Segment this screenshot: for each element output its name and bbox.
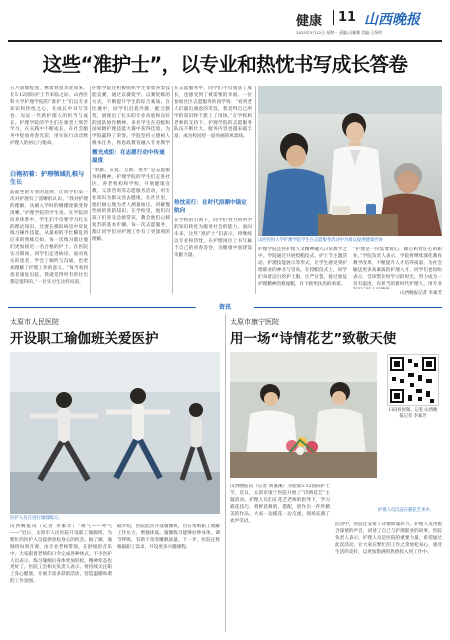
right-story-photo [230, 352, 377, 478]
main-photo-caption: 山西医科大学护理学院学生在志愿服务活动中为群众提供健康咨询 [258, 238, 383, 243]
qr-code-icon [388, 355, 438, 405]
left-story-body: 山西晚报讯（记者 李素芳）“吸气——呼气——”近日，太原市人民医院开设职工瑜伽班，为繁忙的医护人员提供放松身心的机会。据了解，瑜伽班每周开课，由专业老师带领，在舒缓的音乐中，大家跟着老师的口令完成各种体式。不少医护人员表示，练习瑜伽后身体更加轻松，精神状态也更好了。医院工会相关负责人表示，将持续关注职工身心健康，开展丰富多彩的活动，营造温暖和谐的工作氛围。 [10, 524, 112, 585]
masthead [296, 10, 442, 38]
right-story-hospital: 太原市康宁医院 [230, 318, 279, 326]
story-divider [225, 314, 226, 632]
left-story-photo-caption: 医护人员在进行瑜伽练习。 [10, 516, 63, 521]
paper-name: 山西晚报 [364, 12, 420, 28]
main-headline: 这些“准护士”，以专业和热忱书写成长答卷 [42, 53, 408, 76]
main-col-2 [92, 86, 170, 294]
qr-caption: 扫码看视频。记者 山西晚报记者 李素芳 [388, 408, 438, 419]
col3-body-2: 在学校的引领下，同学们努力将所学的知识转化为服务社会的能力。面向未来，这些“准护士”们表示，将继续以专业和热忱，在护理岗位上书写属于自己的青春答卷，为健康中国建设贡献力量。 [174, 218, 252, 258]
subhead-2: 微光成炬：在志愿行动中传递温度 [92, 150, 165, 164]
right-story-headline: 用一场“诗情花艺”致敬天使 [230, 331, 397, 347]
section-divider-left [8, 307, 196, 308]
main-col-4: 护理学院还将护理人文精神融入日常教学之中。学院通过开展授帽仪式、护士节主题活动、护理技能展示等形式，让学生感受到护理职业的神圣与崇高。在授帽仪式上，同学们身着洁白的护士服，庄严宣誓，接过象征护理精神的燕尾帽，许下救死扶伤的承诺。 [258, 247, 347, 287]
main-photo-illustration [258, 86, 442, 236]
masthead-rule [8, 40, 442, 42]
column-divider [172, 86, 173, 294]
page-number: 11 [333, 10, 356, 25]
left-story-body-2: 据介绍，医院此次开设瑜伽班，旨在帮助职工缓解工作压力，增强体质。瑜伽练习能够拉伸身体、调节呼吸，有助于改善睡眠质量。下一步，医院还将根据职工需求，开设更多兴趣课程。 [117, 524, 220, 550]
col2-body-2: “奉献、友爱、互助、进步”是志愿服务的精神。护理学院的学生们走进社区、养老机构和学校，开展健康宣教、义诊咨询等志愿服务活动，用专业知识为群众送去健康。在社区里，他们耐心地为老人测量血压、讲解慢性病的预防知识；在学校里，他们向孩子们普及急救常识，教会他们心肺复苏的基本步骤。每一次志愿服务，都让同学们对护理工作有了更深刻的理解。 [92, 168, 170, 243]
flower-arranging-photo-illustration [230, 352, 377, 478]
section-divider-label: 资讯 [218, 304, 231, 311]
column-divider [255, 86, 256, 294]
subhead-3: 热忱而行：在时代浪潮中锚定航向 [174, 200, 247, 214]
col3-body: 在志愿服务中，同学们不仅收获了成长，也感受到了被需要的幸福。一位参加社区志愿服务的同学说：“看到老人们露出满意的笑容，我觉得自己所学的知识终于派上了用场。”在学校和老师的支持下，护理学院的志愿服务队伍不断壮大，服务内容也越来越丰富，成为校园里一道亮丽的风景线。 [174, 86, 252, 140]
right-story-photo-caption: 护理人员沉浸在插花艺术中。 [378, 508, 434, 513]
main-col-3 [174, 86, 252, 294]
column-divider [90, 86, 91, 294]
main-byline: 山西晚报记者 李素芳 [400, 291, 442, 296]
col2-body: 护理学院还积极组织学生参加各类技能竞赛，通过以赛促学、以赛促练的方式，不断提升学生的综合素质。在比赛中，同学们沉着冷静、配合默契，展现出了扎实的专业功底和良好的团队协作精神。多名学生在省级和国家级护理技能大赛中获得佳绩，为学院赢得了荣誉。学院坚持立德树人根本任务，将思政教育融入专业教学 [92, 86, 170, 146]
lead-paragraph: 五月蔷薇绽放，携着春意奔赴而来。在5·12国际护士节来临之际，山西医科大学护理学院的“准护士”们以专业知识和热忱之心，在成长中书写答卷，见证一代新护理人的担当与成长。护理学院的学生们在课堂上刻苦学习，在实践中不断成长，在社会服务中绽放青春光彩，用实际行动诠释护理人的初心与使命。 [10, 86, 88, 147]
dateline: 2025年5月12日 星期一 责编:冯雅娜 美编:王保明 [296, 30, 382, 35]
main-col-5: “护理是一份需要爱心、耐心和责任心的职业。”学院负责人表示，学院将继续深化教育教学改革，不断提升人才培养质量，为社会输送更多高素质的护理人才。同学们也纷纷表示，会珍惜在校学习的时光，努力成为一名有温度、有担当的新时代护理人，用专业 [353, 247, 442, 287]
yoga-photo-illustration [10, 352, 220, 514]
subhead-1: 白袍初着：护理领域扎根与生长 [10, 171, 85, 186]
col1-body: 前面坐的专业的选择，让同学们第一次对护理有了清晰的认识。“我对护理的理解，从刚入学时的懵懂逐渐变得清晰。”护理学院的学生说。在学院的培养体系中，学生们不仅要学习扎实的理论知识，还要在模拟病房中反复练习操作技能。从最初的手忙脚乱到后来的熟练自如，每一次练习都让他们更加接近一名合格的护士。在医院实习期间，同学们走进病房，面对真实的患者，学会了倾听与沟通，也更加理解了护理工作的意义。“每当看到患者康复出院，我就觉得所有的付出都是值得的。”一位实习生这样说道。 [10, 190, 88, 285]
right-story-body-2: 活动中，医院还安排了诗歌朗诵环节，护理人员用饱含深情的声音，讲述了自己与护理职业的故事。医院负责人表示，护理人员是医院的重要力量，希望通过此次活动，让大家在繁忙的工作之余放松身心，感受生活的美好，以更加饱满的热情投入到工作中。 [335, 522, 442, 555]
section-name: 健康 [296, 14, 323, 29]
right-story-body: 山西晚报讯（记者 刘嘉溪）为迎接5·12国际护士节，近日，太原市康宁医院开展了“诗情花艺”主题活动。护理人员们在花艺老师的指导下，学习插花技巧，将鲜花修剪、搭配，创作出一件件精美的作品。大家一边插花一边交流，现场充满了欢声笑语。 [230, 484, 330, 524]
qr-code[interactable] [387, 354, 439, 406]
left-story-headline: 开设职工瑜伽班关爱医护 [10, 331, 159, 347]
section-divider-right [254, 307, 442, 308]
main-col-1 [10, 86, 88, 294]
main-photo [258, 86, 442, 236]
left-story-photo [10, 352, 220, 514]
left-story-hospital: 太原市人民医院 [10, 318, 59, 326]
